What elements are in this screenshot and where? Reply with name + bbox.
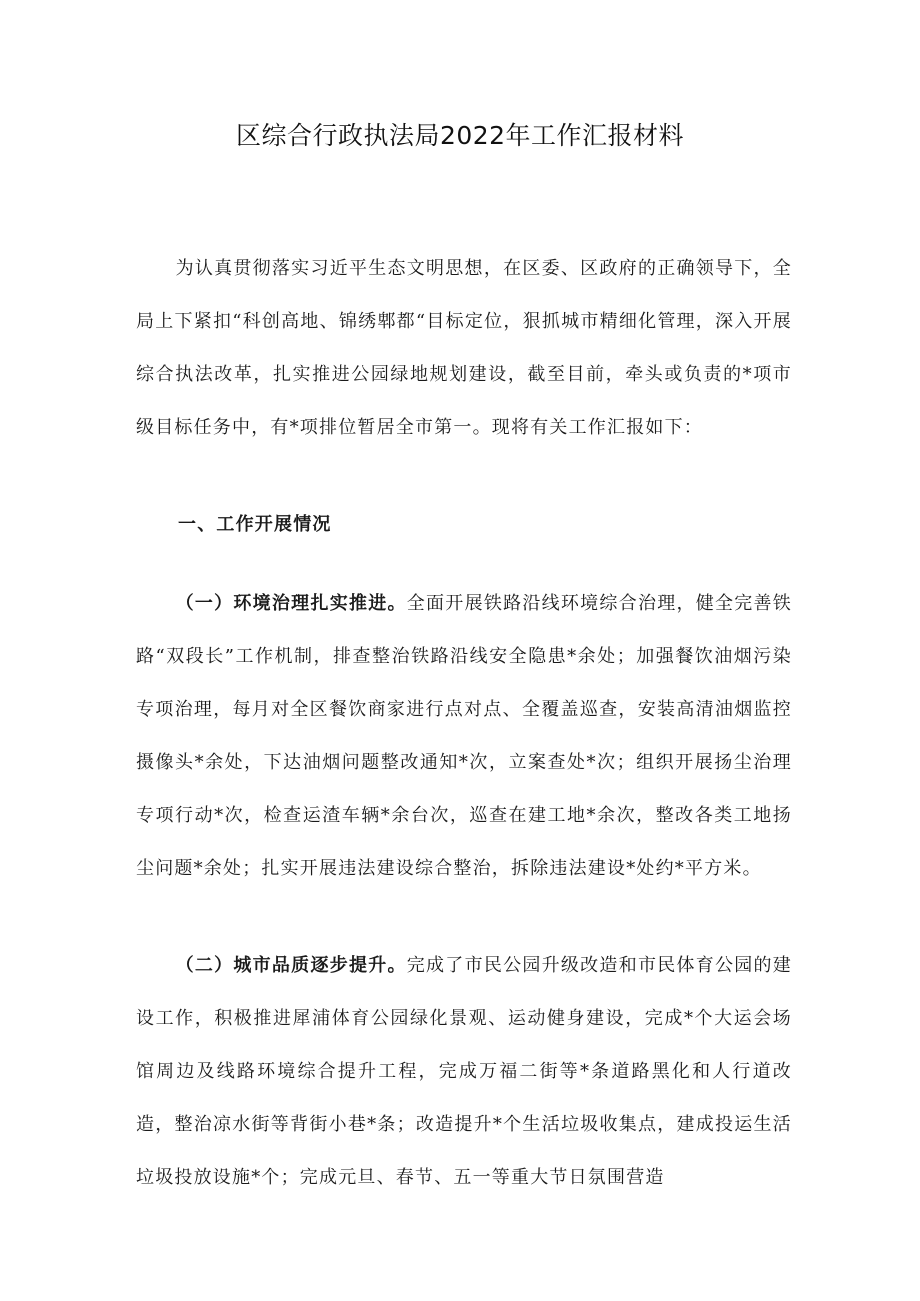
item-1-text-block (136, 577, 792, 895)
item-1-text: 全面开展铁路沿线环境综合治理，健全完善铁路“双段长”工作机制，排查整治铁路沿线安全隐患*余处；加强餐饮油烟污染专项治理，每月对全区餐饮商家进行点对点、全覆盖巡查，安装高清油烟监控摄像头*余处，下达油烟问题整改通知*次，立案查处*次；组织开展扬尘治理专项行动*次，检查运渣车辆*余台次，巡查在建工地*余次，整改各类工地扬尘问题*余处；扎实开展违法建设综合整治，拆除违法建设*处约*平方米。 (136, 593, 793, 879)
intro-paragraph (136, 242, 792, 454)
section-heading: 一、工作开展情况 (178, 514, 332, 535)
item-2-text: 完成了市民公园升级改造和市民体育公园的建设工作，积极推进犀浦体育公园绿化景观、运动健身建设，完成*个大运会场馆周边及线路环境综合提升工程，完成万福二街等*条道路黑化和人行道改造，整治凉水街等背街小巷*条；改造提升*个生活垃圾收集点，建成投运生活垃圾投放设施*个；完成元旦、春节、五一等重大节日氛围营造 (136, 955, 793, 1188)
item-2-text-block (136, 939, 792, 1204)
intro-text: 为认真贯彻落实习近平生态文明思想，在区委、区政府的正确领导下，全局上下紧扣“科创高地、锦绣郫都“目标定位，狠抓城市精细化管理，深入开展综合执法改革，扎实推进公园绿地规划建设，截至目前，牵头或负责的*项市级目标任务中，有*项排位暂居全市第一。现将有关工作汇报如下： (136, 258, 792, 438)
item-2-lead: （二）城市品质逐步提升。 (175, 955, 407, 976)
item-1-lead: （一）环境治理扎实推进。 (175, 593, 407, 614)
item-2-paragraph (136, 939, 792, 1204)
item-1-paragraph (136, 577, 792, 895)
document-title: 区综合行政执法局2022年工作汇报材料 (235, 121, 685, 150)
